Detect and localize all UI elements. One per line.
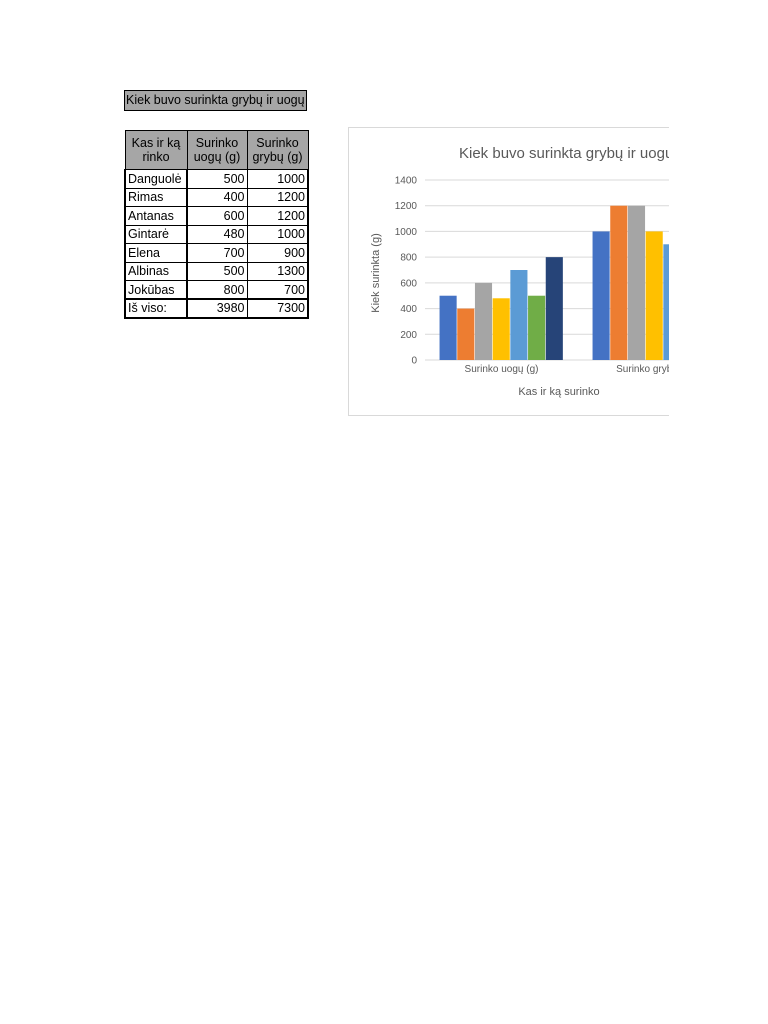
cell-berries: 480 [187,225,247,244]
chart-title: Kiek buvo surinkta grybų ir uogų [459,145,674,162]
y-tick-label: 1400 [394,175,417,187]
table-header-row [125,131,308,170]
bar-1-3 [646,231,663,360]
y-tick-label: 0 [411,355,417,367]
cell-mushrooms: 1000 [247,225,308,244]
bar-0-0 [440,296,457,360]
cell-name: Jokūbas [125,281,187,300]
cell-berries: 700 [187,244,247,263]
header-mushrooms: Surinko grybų (g) [247,131,308,170]
y-tick-label: 200 [400,329,417,341]
bar-1-1 [610,206,627,360]
cell-berries: 600 [187,207,247,226]
cell-name: Antanas [125,207,187,226]
bar-0-1 [457,309,474,360]
bar-0-4 [510,270,527,360]
chart-container[interactable] [348,127,693,416]
bar-1-4 [663,244,669,360]
cell-name: Gintarė [125,225,187,244]
y-tick-label: 600 [400,278,417,290]
x-axis-label: Kas ir ką surinko [518,386,600,398]
cell-berries: 800 [187,281,247,300]
cell-name: Rimas [125,188,187,207]
table-row [125,262,308,281]
y-axis-label: Kiek surinkta (g) [370,233,382,313]
header-name: Kas ir ką rinko [125,131,187,170]
total-label: Iš viso: [125,299,187,318]
cell-mushrooms: 1000 [247,170,308,189]
total-berries: 3980 [187,299,247,318]
chart-svg [349,128,693,416]
sheet-title: Kiek buvo surinkta grybų ir uogų [124,90,307,111]
cell-mushrooms: 1300 [247,262,308,281]
total-row [125,299,308,318]
table-row [125,207,308,226]
cell-berries: 400 [187,188,247,207]
cell-berries: 500 [187,262,247,281]
data-table [124,130,309,319]
x-tick-label: Surinko grybų (g) [616,364,693,375]
y-tick-label: 1000 [394,226,417,238]
bar-1-2 [628,206,645,360]
cell-mushrooms: 1200 [247,207,308,226]
cell-name: Elena [125,244,187,263]
cell-mushrooms: 1200 [247,188,308,207]
x-tick-label: Surinko uogų (g) [464,364,539,375]
cell-mushrooms: 700 [247,281,308,300]
y-tick-label: 800 [400,252,417,264]
table-row [125,244,308,263]
total-mushrooms: 7300 [247,299,308,318]
cell-name: Danguolė [125,170,187,189]
bar-1-0 [593,231,610,360]
bar-0-5 [528,296,545,360]
bar-0-2 [475,283,492,360]
cell-mushrooms: 900 [247,244,308,263]
cell-berries: 500 [187,170,247,189]
y-tick-label: 1200 [394,201,417,213]
table-row [125,281,308,300]
y-tick-label: 400 [400,304,417,316]
header-berries: Surinko uogų (g) [187,131,247,170]
bar-0-3 [493,298,510,360]
table-row [125,188,308,207]
bar-0-6 [546,257,563,360]
table-row [125,225,308,244]
table-row [125,170,308,189]
cell-name: Albinas [125,262,187,281]
